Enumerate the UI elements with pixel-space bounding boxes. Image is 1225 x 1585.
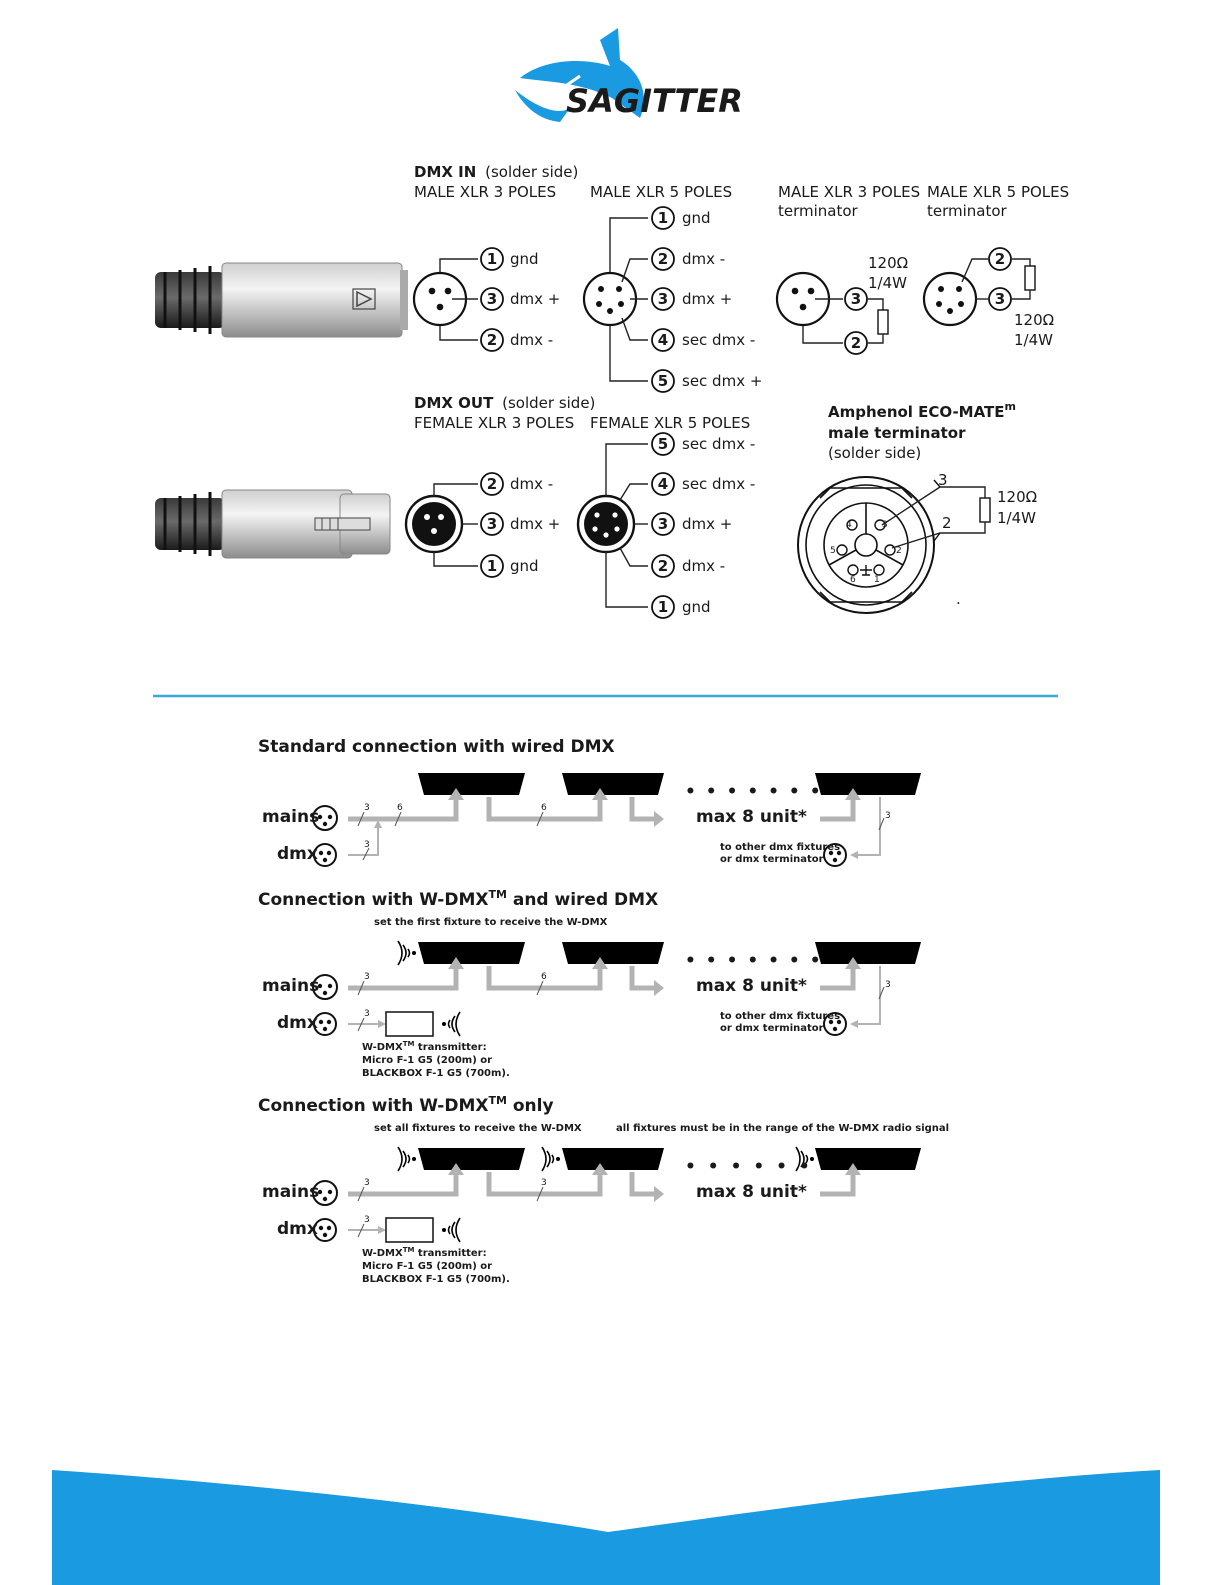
female5-pin-num: 5 xyxy=(657,435,669,453)
wireless-signal-icon xyxy=(442,1012,460,1036)
male3-pin-num: 1 xyxy=(486,250,498,268)
wire-count: 3 xyxy=(541,1178,547,1188)
wdmx-only-heading: Connection with W-DMX xyxy=(258,1096,489,1116)
male5-pin-label: sec dmx + xyxy=(682,372,763,390)
socket-pin: 2 xyxy=(896,546,902,556)
svg-text:Amphenol ECO-MATEm xyxy=(828,400,1016,421)
term3-res-value: 120Ω xyxy=(868,254,909,272)
male3-pinout xyxy=(414,259,478,340)
male3-pin-label: dmx - xyxy=(510,331,554,349)
svg-text:Connection with W-DMXTM and wi xyxy=(258,888,658,910)
max-units-label: max 8 unit* xyxy=(696,807,807,827)
male5-pin-label: dmx + xyxy=(682,290,733,308)
dmx-out-title: DMX OUT xyxy=(414,394,494,412)
amphenol-title-sup: m xyxy=(1004,400,1017,413)
dmx-label: dmx xyxy=(277,1219,318,1239)
dmx-in-subtitle: (solder side) xyxy=(485,163,579,181)
wdmx-only-caption1: set all fixtures to receive the W-DMX xyxy=(374,1123,582,1134)
svg-text:W-DMXTM transmitter: xyxy=(362,1246,487,1259)
wire-count: 3 xyxy=(364,1215,370,1225)
term3-res-power: 1/4W xyxy=(868,274,907,292)
female3-pin-label: dmx + xyxy=(510,515,561,533)
male5-pin-label: dmx - xyxy=(682,250,726,268)
sagittarius-arrow-logo xyxy=(515,28,743,122)
wdmx-wired-caption: set the first fixture to receive the W-DMX xyxy=(374,917,608,928)
svg-text:DMX OUT (solder side) xyxy=(414,394,595,412)
mains-label: mains xyxy=(262,1182,320,1202)
wire-count: 3 xyxy=(364,1178,370,1188)
male-xlr-connector-image xyxy=(155,263,408,337)
tx-title-rest: transmitter: xyxy=(414,1248,487,1259)
female3-pinout xyxy=(406,473,560,577)
amphenol-wire-bottom: 2 xyxy=(942,514,952,532)
female5-pin-label: gnd xyxy=(682,598,711,616)
fixture-dots: • • • • • • • xyxy=(685,951,823,971)
wdmx-wired-heading-sup: TM xyxy=(488,888,507,901)
dmx-label: dmx xyxy=(277,1013,318,1033)
female3-pin-label: dmx - xyxy=(510,475,554,493)
male5-pin-num: 5 xyxy=(657,372,669,390)
female5-pin-num: 1 xyxy=(657,598,669,616)
note-line1: to other dmx fixtures xyxy=(720,1011,841,1022)
stray-dot: . xyxy=(956,590,961,608)
tx-title-sup: TM xyxy=(402,1040,415,1048)
tx-title-sup: TM xyxy=(402,1246,415,1254)
tx-model-1: Micro F-1 G5 (200m) or xyxy=(362,1055,493,1066)
female5-pin-label: sec dmx - xyxy=(682,435,756,453)
female5-pin-num: 2 xyxy=(657,557,669,575)
male5-pinout xyxy=(584,218,648,381)
female5-title: FEMALE XLR 5 POLES xyxy=(590,414,751,432)
male3-pin-label: gnd xyxy=(510,250,539,268)
dmx-in-title: DMX IN xyxy=(414,163,477,181)
female5-pin-label: dmx + xyxy=(682,515,733,533)
female3-pin-label: gnd xyxy=(510,557,539,575)
mains-label: mains xyxy=(262,976,320,996)
fixture xyxy=(562,1148,664,1170)
tx-title-rest: transmitter: xyxy=(414,1042,487,1053)
amphenol-res-value: 120Ω xyxy=(997,488,1038,506)
svg-text:DMX IN (solder side) xyxy=(414,163,578,181)
tx-model-1: Micro F-1 G5 (200m) or xyxy=(362,1261,493,1272)
term5-sub: terminator xyxy=(927,202,1007,220)
wdmx-only-heading-rest: only xyxy=(506,1096,554,1116)
male5-pin-num: 4 xyxy=(657,331,669,349)
wire-count: 3 xyxy=(885,811,891,821)
wdmx-wired-heading: Connection with W-DMX xyxy=(258,890,489,910)
term5-pin-num: 2 xyxy=(994,250,1006,268)
male3-pin-num: 2 xyxy=(486,331,498,349)
tx-model-2: BLACKBOX F-1 G5 (700m). xyxy=(362,1274,510,1285)
wire-count: 6 xyxy=(541,972,547,982)
amphenol-terminator xyxy=(798,400,1037,613)
female3-pin-num: 1 xyxy=(486,557,498,575)
socket-pin: 3 xyxy=(882,520,888,530)
socket-pin: 1 xyxy=(874,575,880,585)
term5-res-power: 1/4W xyxy=(1014,331,1053,349)
max-units-label: max 8 unit* xyxy=(696,976,807,996)
fixture-dots: • • • • • • xyxy=(685,1157,813,1177)
tx-model-2: BLACKBOX F-1 G5 (700m). xyxy=(362,1068,510,1079)
standard-heading: Standard connection with wired DMX xyxy=(258,737,615,757)
term5-pinout xyxy=(924,248,1054,349)
fixture xyxy=(562,773,664,795)
female5-pin-num: 4 xyxy=(657,475,669,493)
male5-pin-label: gnd xyxy=(682,209,711,227)
note-line2: or dmx terminator xyxy=(720,1023,824,1034)
wire-count: 6 xyxy=(397,803,403,813)
term3-title: MALE XLR 3 POLES xyxy=(778,183,921,201)
fixture xyxy=(562,942,664,964)
male5-pin-num: 3 xyxy=(657,290,669,308)
male5-title: MALE XLR 5 POLES xyxy=(590,183,733,201)
wdmx-wired-diagram xyxy=(258,888,921,1079)
fixture xyxy=(418,1148,525,1170)
socket-pin: 6 xyxy=(850,575,856,585)
wire-count: 3 xyxy=(364,803,370,813)
tx-title: W-DMX xyxy=(362,1042,403,1053)
socket-pin: 5 xyxy=(830,546,836,556)
svg-text:W-DMXTM transmitter: xyxy=(362,1040,487,1053)
term5-res-value: 120Ω xyxy=(1014,311,1055,329)
male3-pin-num: 3 xyxy=(486,290,498,308)
amphenol-title: Amphenol ECO-MATE xyxy=(828,403,1005,421)
fixture xyxy=(418,942,525,964)
standard-connection-diagram xyxy=(258,737,921,866)
female3-title: FEMALE XLR 3 POLES xyxy=(414,414,575,432)
amphenol-subtitle: male terminator xyxy=(828,424,966,442)
term5-pin-num: 3 xyxy=(994,290,1006,308)
svg-text:Connection with W-DMXTM only xyxy=(258,1094,554,1116)
amphenol-note: (solder side) xyxy=(828,444,922,462)
wireless-signal-icon xyxy=(542,1147,560,1171)
amphenol-res-power: 1/4W xyxy=(997,509,1036,527)
wdmx-only-diagram xyxy=(258,1094,949,1285)
term3-pinout xyxy=(777,254,908,354)
wire-count: 3 xyxy=(364,1009,370,1019)
female3-pin-num: 3 xyxy=(486,515,498,533)
wireless-signal-icon xyxy=(442,1218,460,1242)
amphenol-wire-top: 3 xyxy=(938,471,948,489)
female3-pin-num: 2 xyxy=(486,475,498,493)
male5-pin-label: sec dmx - xyxy=(682,331,756,349)
fixture xyxy=(815,942,921,964)
brand-name: SAGITTER xyxy=(566,82,743,120)
wireless-signal-icon xyxy=(398,1147,416,1171)
fixture xyxy=(418,773,525,795)
male3-title: MALE XLR 3 POLES xyxy=(414,183,557,201)
female-xlr-connector-image xyxy=(155,490,390,558)
wdmx-wired-heading-rest: and wired DMX xyxy=(506,890,659,910)
fixture-dots: • • • • • • • xyxy=(685,782,823,802)
dmx-out-subtitle: (solder side) xyxy=(502,394,596,412)
term3-pin-num: 3 xyxy=(850,290,862,308)
male5-pin-num: 1 xyxy=(657,209,669,227)
transmitter-box xyxy=(386,1218,433,1242)
max-units-label: max 8 unit* xyxy=(696,1182,807,1202)
note-line2: or dmx terminator xyxy=(720,854,824,865)
male5-pin-num: 2 xyxy=(657,250,669,268)
female5-pinout xyxy=(578,433,755,618)
mains-label: mains xyxy=(262,807,320,827)
wire-count: 3 xyxy=(364,840,370,850)
note-line1: to other dmx fixtures xyxy=(720,842,841,853)
wdmx-only-caption2: all fixtures must be in the range of the W-DMX radio signal xyxy=(616,1123,950,1134)
footer-band xyxy=(52,1470,1160,1585)
dmx-label: dmx xyxy=(277,844,318,864)
wire-count: 3 xyxy=(364,972,370,982)
fixture xyxy=(815,1148,921,1170)
female5-pin-num: 3 xyxy=(657,515,669,533)
wire-count: 6 xyxy=(541,803,547,813)
female5-pin-label: dmx - xyxy=(682,557,726,575)
female5-pin-label: sec dmx - xyxy=(682,475,756,493)
term3-pin-num: 2 xyxy=(850,334,862,352)
wdmx-only-heading-sup: TM xyxy=(488,1094,507,1107)
term3-sub: terminator xyxy=(778,202,858,220)
male3-pin-label: dmx + xyxy=(510,290,561,308)
tx-title: W-DMX xyxy=(362,1248,403,1259)
term5-title: MALE XLR 5 POLES xyxy=(927,183,1070,201)
wireless-signal-icon xyxy=(398,941,416,965)
socket-pin: 4 xyxy=(846,520,852,530)
transmitter-box xyxy=(386,1012,433,1036)
fixture xyxy=(815,773,921,795)
wire-count: 3 xyxy=(885,980,891,990)
